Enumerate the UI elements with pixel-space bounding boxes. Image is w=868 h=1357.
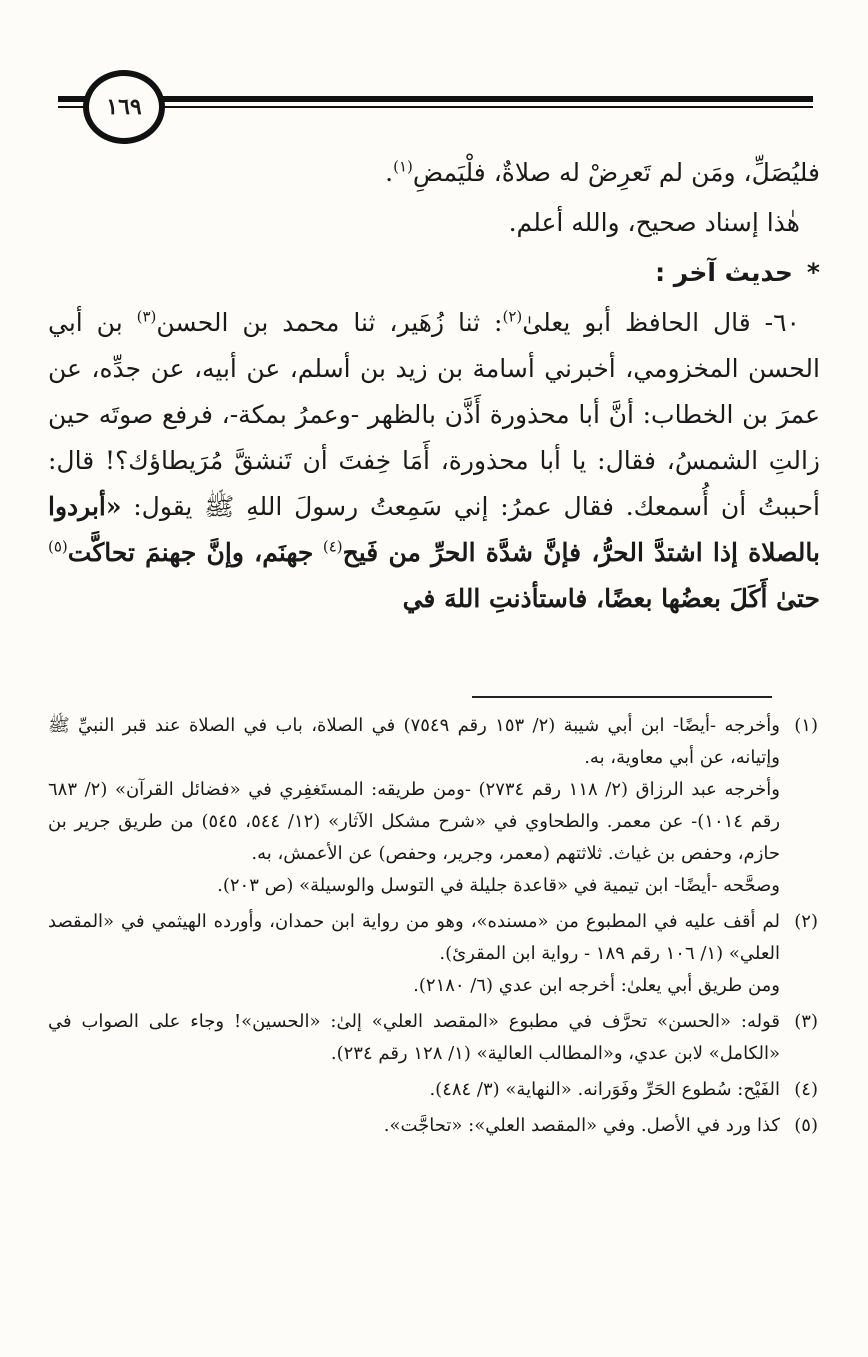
header-rule-thick xyxy=(58,96,813,102)
footnote-ref: (٤) xyxy=(322,537,343,556)
footnote-number: (٥) xyxy=(794,1115,818,1136)
hadith-number: ٦٠- xyxy=(764,308,800,337)
footnote-body xyxy=(48,710,780,902)
footnote xyxy=(48,906,818,1002)
section-heading xyxy=(48,250,820,296)
footnote-text: وأخرجه -أيضًا- ابن أبي شيبة (٢/ ١٥٣ رقم ٧٥٤٩) في الصلاة، باب في الصلاة عند قبر النبيِّ ﷺ وإتيانه، عن أبي معاوية، به. xyxy=(48,715,780,768)
narration-text: بن أبي الحسن المخزومي، أخبرني أسامة بن زيد بن أسلم، عن أبيه، عن جدِّه، عن عمرَ بن الخطاب: أنَّ أبا محذورة أَذَّن بالظهر -وعمرُ بمكة-، فرفع صوتَه حين زالتِ الشمسُ، فقال: يا أبا محذورة، أَمَا خِفتَ أن تَنشقَّ مُرَيطاؤك؟! قال: أحببتُ أن أُسمعك. فقال عمرُ: إني سَمِعتُ رسولَ اللهِ ﷺ يقول: xyxy=(48,308,820,521)
text-line xyxy=(48,200,820,246)
page-number-text: ١٦٩ xyxy=(106,94,142,120)
footnote-text: الفَيْح: سُطوع الحَرِّ وفَوَرانه. «النهاية» (٣/ ٤٨٤). xyxy=(429,1079,780,1100)
page-number xyxy=(83,70,165,144)
line-end: . xyxy=(385,158,394,187)
heading-text: حديث آخر : xyxy=(655,258,793,287)
footnote-text: وأخرجه عبد الرزاق (٢/ ١١٨ رقم ٢٧٣٤) -ومن طريقه: المستَغفِري في «فضائل القرآن» (٢/ ٦٨٣ رقم ١٠١٤)- عن معمر. والطحاوي في «شرح مشكل الآثار» (١٢/ ٥٤٤، ٥٤٥) من طريق جرير بن حازم، وحفص بن غياث. ثلاثتهم (معمر، وجرير، وحفص) عن الأعمش، به. xyxy=(48,779,781,864)
footnote-ref: (٣) xyxy=(136,307,157,326)
line-text: هٰذا إسناد صحيح، والله أعلم. xyxy=(508,208,800,237)
footnote-text: ومن طريق أبي يعلىٰ: أخرجه ابن عدي (٦/ ٢١٨٠). xyxy=(413,975,780,996)
line-text: فليُصَلِّ، ومَن لم تَعرِضْ له صلاةٌ، فلْيَمضِ xyxy=(412,158,820,187)
star-icon: * xyxy=(806,258,820,287)
footnote-text: كذا ورد في الأصل. وفي «المقصد العلي»: «تحاجَّت». xyxy=(383,1115,780,1136)
footnote-ref: (٥) xyxy=(48,537,68,556)
hadith-text: حتىٰ أَكَلَ بعضُها بعضًا، فاستأذنتِ اللهَ في xyxy=(402,584,820,613)
text-line xyxy=(48,150,820,196)
hadith-paragraph xyxy=(48,300,820,622)
main-text xyxy=(48,150,820,626)
footnote-body xyxy=(48,1006,780,1070)
footnote-number: (١) xyxy=(794,715,818,736)
footnote-number: (٢) xyxy=(794,911,818,932)
footnote xyxy=(48,710,818,902)
header-rule-thin xyxy=(58,106,813,108)
footnote xyxy=(48,1074,818,1106)
footnote-text: وصحَّحه -أيضًا- ابن تيمية في «قاعدة جليلة في التوسل والوسيلة» (ص ٢٠٣). xyxy=(217,875,780,896)
footnote-ref: (٢) xyxy=(502,307,523,326)
footnotes xyxy=(48,710,818,1146)
page-header xyxy=(0,0,868,140)
footnote-body xyxy=(48,1074,780,1106)
hadith-text: جهنَم، وإنَّ جهنمَ تحاكَّت xyxy=(67,538,314,567)
footnote-text: قوله: «الحسن» تحرَّف في مطبوع «المقصد العلي» إلىٰ: «الحسين»! وجاء على الصواب في «الكامل» لابن عدي، و«المطالب العالية» (١/ ١٢٨ رقم ٢٣٤). xyxy=(48,1011,780,1064)
hadith-text: «أبردوا بالصلاة إذا اشتدَّ الحرُّ، فإنَّ شدَّة الحرِّ من فَيح xyxy=(48,492,821,567)
narration-text: : ثنا زُهَير، ثنا محمد بن الحسن xyxy=(156,308,503,337)
footnote-body xyxy=(48,1110,780,1142)
footnote-separator xyxy=(472,696,772,698)
footnote xyxy=(48,1006,818,1070)
narration-text: قال الحافظ أبو يعلىٰ xyxy=(522,308,751,337)
footnote xyxy=(48,1110,818,1142)
footnote-body xyxy=(48,906,780,1002)
footnote-number: (٣) xyxy=(794,1011,818,1032)
footnote-ref: (١) xyxy=(393,157,413,176)
footnote-number: (٤) xyxy=(794,1079,818,1100)
footnote-text: لم أقف عليه في المطبوع من «مسنده»، وهو من رواية ابن حمدان، وأورده الهيثمي في «المقصد العلي» (١/ ١٠٦ رقم ١٨٩ - رواية ابن المقرئ). xyxy=(48,911,780,964)
